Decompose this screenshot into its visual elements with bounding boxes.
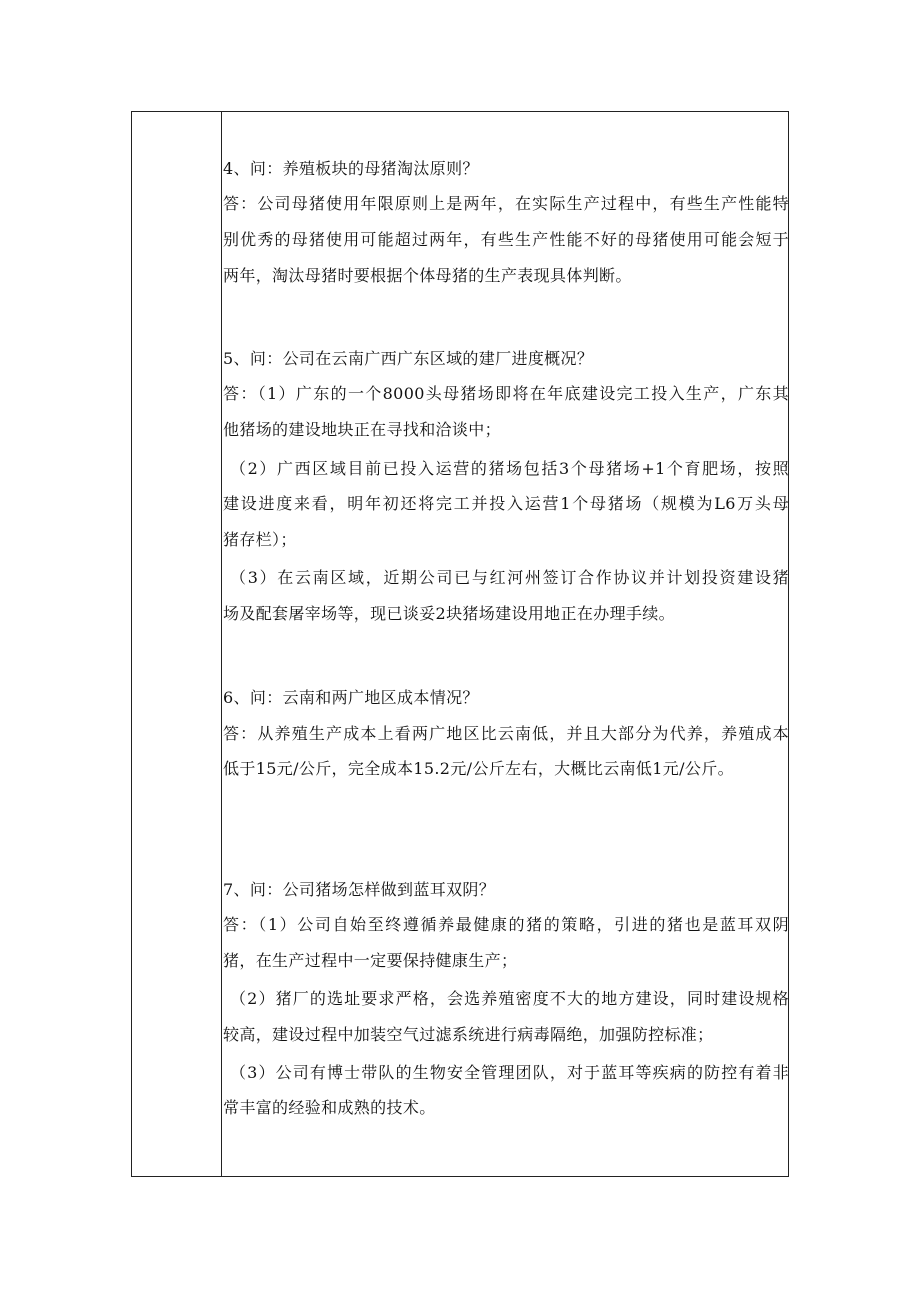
answer-5-line-3: （2）广西区域目前已投入运营的猪场包括3个母猪场+1个育肥场，按照 [230, 459, 789, 478]
answer-7-line-1: 答：（1）公司自始至终遵循养最健康的猪的策略，引进的猪也是蓝耳双阴 [223, 915, 789, 934]
answer-4-line-1: 答：公司母猪使用年限原则上是两年，在实际生产过程中，有些生产性能特 [223, 194, 789, 213]
question-7: 7、问：公司猪场怎样做到蓝耳双阴？ [223, 880, 496, 899]
answer-7-line-6: 常丰富的经验和成熟的技术。 [223, 1098, 436, 1117]
answer-7-line-5: （3）公司有博士带队的生物安全管理团队，对于蓝耳等疾病的防控有着非 [230, 1063, 789, 1082]
answer-5-line-7: 场及配套屠宰场等，现已谈妥2块猪场建设用地正在办理手续。 [223, 604, 675, 623]
qa-table [131, 111, 789, 1177]
answer-5-line-1: 答：（1）广东的一个8000头母猪场即将在年底建设完工投入生产，广东其 [223, 384, 789, 403]
answer-5-line-4: 建设进度来看，明年初还将完工并投入运营1个母猪场（规模为L6万头母 [223, 494, 789, 513]
answer-4-line-2: 别优秀的母猪使用可能超过两年，有些生产性能不好的母猪使用可能会短于 [223, 230, 789, 249]
answer-5-line-2: 他猪场的建设地块正在寻找和洽谈中； [223, 420, 501, 439]
answer-7-line-4: 较高，建设过程中加装空气过滤系统进行病毒隔绝，加强防控标准； [223, 1025, 714, 1044]
answer-5-line-5: 猪存栏）； [223, 530, 297, 549]
answer-7-line-3: （2）猪厂的选址要求严格，会选养殖密度不大的地方建设，同时建设规格 [230, 989, 789, 1008]
question-6: 6、问：云南和两广地区成本情况？ [223, 688, 479, 707]
question-4: 4、问：养殖板块的母猪淘汰原则？ [223, 159, 479, 178]
answer-6-line-2: 低于15元/公斤，完全成本15.2元/公斤左右，大概比云南低1元/公斤。 [223, 759, 734, 778]
table-left-column [132, 112, 222, 1176]
table-content-column [222, 112, 788, 1176]
question-5: 5、问：公司在云南广西广东区域的建厂进度概况？ [223, 349, 594, 368]
answer-7-line-2: 猪，在生产过程中一定要保持健康生产； [223, 951, 518, 970]
answer-4-line-3: 两年，淘汰母猪时要根据个体母猪的生产表现具体判断。 [223, 266, 632, 285]
answer-5-line-6: （3）在云南区域，近期公司已与红河州签订合作协议并计划投资建设猪 [230, 568, 789, 587]
answer-6-line-1: 答：从养殖生产成本上看两广地区比云南低，并且大部分为代养，养殖成本 [223, 724, 789, 743]
